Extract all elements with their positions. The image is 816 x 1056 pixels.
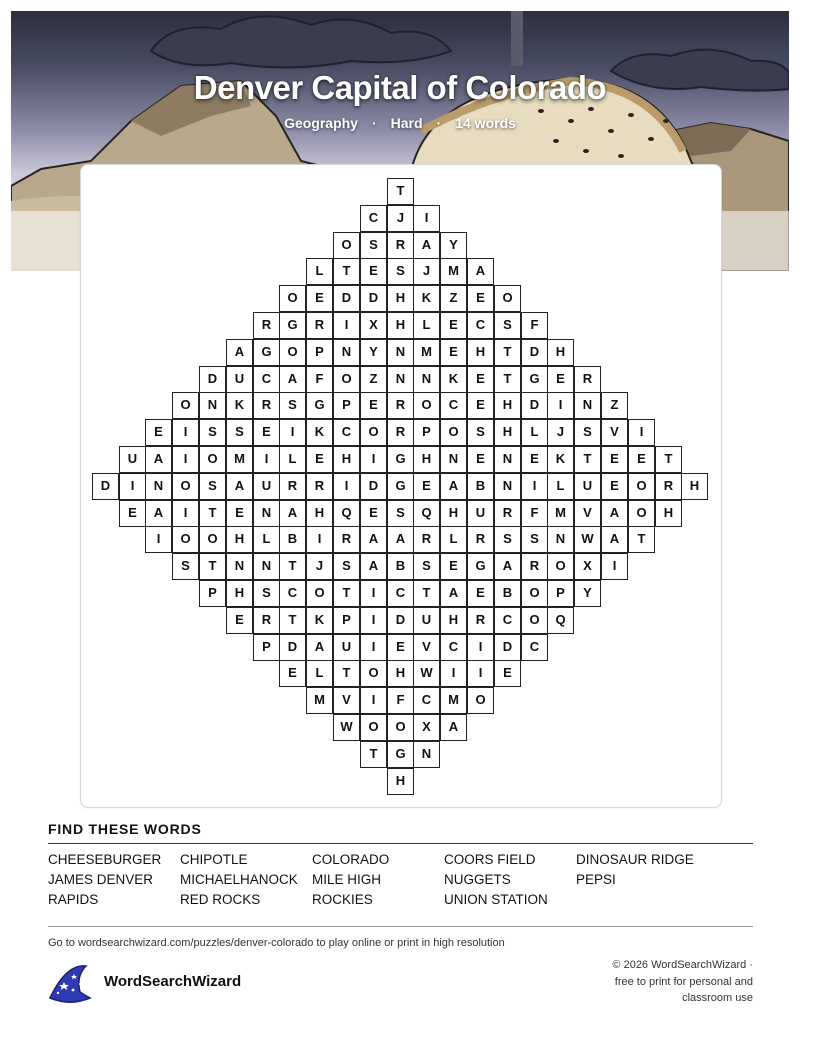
footer-url-text: Go to wordsearchwizard.com/puzzles/denver-colorado to play online or print in high resolution [48, 937, 505, 949]
grid-cell[interactable]: S [413, 553, 440, 580]
grid-cell[interactable]: J [413, 258, 440, 285]
grid-cell[interactable]: G [467, 553, 494, 580]
word-list-item: CHEESEBURGER [48, 852, 162, 867]
grid-cell[interactable]: S [574, 419, 601, 446]
grid-cell[interactable]: E [467, 366, 494, 393]
grid-cell[interactable]: U [574, 473, 601, 500]
grid-cell[interactable]: J [547, 419, 574, 446]
grid-cell[interactable]: P [199, 580, 226, 607]
grid-cell[interactable]: O [279, 285, 306, 312]
grid-cell[interactable]: I [333, 473, 360, 500]
divider [48, 926, 753, 927]
grid-cell[interactable]: A [279, 366, 306, 393]
grid-cell[interactable]: C [467, 312, 494, 339]
grid-cell[interactable]: M [306, 687, 333, 714]
grid-cell[interactable]: U [333, 634, 360, 661]
grid-cell[interactable]: C [279, 580, 306, 607]
grid-cell[interactable]: W [333, 714, 360, 741]
grid-cell[interactable]: O [360, 660, 387, 687]
grid-cell[interactable]: X [413, 714, 440, 741]
grid-cell[interactable]: T [494, 366, 521, 393]
grid-cell[interactable]: S [387, 500, 414, 527]
grid-cell[interactable]: E [360, 500, 387, 527]
grid-cell[interactable]: E [306, 285, 333, 312]
grid-cell[interactable]: G [279, 312, 306, 339]
divider [48, 843, 753, 844]
grid-cell[interactable]: A [467, 258, 494, 285]
grid-cell[interactable]: M [413, 339, 440, 366]
grid-cell[interactable]: V [601, 419, 628, 446]
grid-cell[interactable]: A [226, 473, 253, 500]
grid-cell[interactable]: H [467, 339, 494, 366]
grid-cell[interactable]: O [333, 366, 360, 393]
grid-cell[interactable]: Y [360, 339, 387, 366]
category-label: Geography [284, 115, 358, 131]
grid-cell[interactable]: S [199, 473, 226, 500]
grid-cell[interactable]: T [413, 580, 440, 607]
grid-cell[interactable]: E [521, 446, 548, 473]
wizard-hat-icon [46, 962, 94, 1009]
grid-cell[interactable]: F [521, 312, 548, 339]
grid-cell[interactable]: O [387, 714, 414, 741]
brand-name: WordSearchWizard [104, 973, 242, 990]
grid-cell[interactable]: S [521, 526, 548, 553]
grid-cell[interactable]: H [655, 500, 682, 527]
grid-cell[interactable]: I [521, 473, 548, 500]
grid-cell[interactable]: O [172, 473, 199, 500]
copyright-line: © 2026 WordSearchWizard · [612, 959, 753, 971]
grid-cell[interactable]: A [360, 526, 387, 553]
grid-cell[interactable]: O [628, 473, 655, 500]
grid-cell[interactable]: N [333, 339, 360, 366]
copyright-line: free to print for personal and [614, 975, 753, 988]
grid-cell[interactable]: R [413, 526, 440, 553]
grid-cell[interactable]: A [601, 526, 628, 553]
grid-cell[interactable]: E [467, 392, 494, 419]
grid-cell[interactable]: Q [333, 500, 360, 527]
grid-cell[interactable]: F [306, 366, 333, 393]
grid-cell[interactable]: M [440, 687, 467, 714]
grid-cell[interactable]: F [387, 687, 414, 714]
word-list-item: ROCKIES [312, 892, 373, 907]
grid-cell[interactable]: C [360, 205, 387, 232]
grid-cell[interactable]: U [467, 500, 494, 527]
grid-cell[interactable]: A [279, 500, 306, 527]
grid-cell[interactable]: I [306, 526, 333, 553]
grid-cell[interactable]: K [413, 285, 440, 312]
grid-cell[interactable]: J [306, 553, 333, 580]
grid-cell[interactable]: D [521, 392, 548, 419]
grid-cell[interactable]: O [494, 285, 521, 312]
grid-cell[interactable]: O [199, 446, 226, 473]
grid-cell[interactable]: H [681, 473, 708, 500]
grid-cell[interactable]: N [440, 446, 467, 473]
grid-cell[interactable]: D [387, 607, 414, 634]
grid-cell[interactable]: L [306, 258, 333, 285]
grid-cell[interactable]: E [226, 500, 253, 527]
grid-cell[interactable]: I [119, 473, 146, 500]
grid-cell[interactable]: N [199, 392, 226, 419]
grid-cell[interactable]: H [387, 312, 414, 339]
grid-cell[interactable]: P [413, 419, 440, 446]
grid-cell[interactable]: T [199, 553, 226, 580]
grid-cell[interactable]: S [494, 526, 521, 553]
grid-cell[interactable]: Y [440, 232, 467, 259]
difficulty-label: Hard [390, 115, 423, 131]
grid-cell[interactable]: I [467, 660, 494, 687]
grid-cell[interactable]: E [467, 446, 494, 473]
grid-cell[interactable]: V [574, 500, 601, 527]
grid-cell[interactable]: U [226, 366, 253, 393]
grid-cell[interactable]: R [387, 392, 414, 419]
grid-cell[interactable]: A [306, 634, 333, 661]
grid-cell[interactable]: I [360, 634, 387, 661]
grid-cell[interactable]: T [494, 339, 521, 366]
grid-cell[interactable]: D [360, 473, 387, 500]
grid-cell[interactable]: U [413, 607, 440, 634]
grid-cell[interactable]: E [547, 366, 574, 393]
grid-cell[interactable]: I [360, 580, 387, 607]
grid-cell[interactable]: I [172, 419, 199, 446]
grid-cell[interactable]: E [119, 500, 146, 527]
grid-cell[interactable]: R [253, 312, 280, 339]
grid-cell[interactable]: I [440, 660, 467, 687]
word-list-item: PEPSI [576, 872, 616, 887]
copyright-line: classroom use [682, 992, 753, 1004]
grid-cell[interactable]: I [547, 392, 574, 419]
grid-cell[interactable]: E [360, 392, 387, 419]
grid-cell[interactable]: R [387, 232, 414, 259]
word-count-label: 14 words [455, 115, 516, 131]
grid-cell[interactable]: R [467, 607, 494, 634]
word-list-item: JAMES DENVER [48, 872, 154, 887]
grid-cell[interactable]: T [199, 500, 226, 527]
grid-cell[interactable]: J [387, 205, 414, 232]
grid-cell[interactable]: N [494, 446, 521, 473]
grid-cell[interactable]: I [467, 634, 494, 661]
grid-cell[interactable]: L [306, 660, 333, 687]
grid-cell[interactable]: O [172, 392, 199, 419]
page-title: Denver Capital of Colorado [193, 69, 607, 106]
grid-cell[interactable]: B [467, 473, 494, 500]
grid-cell[interactable]: O [306, 580, 333, 607]
grid-cell[interactable]: N [413, 741, 440, 768]
grid-cell[interactable]: E [601, 446, 628, 473]
word-list-item: CHIPOTLE [180, 852, 248, 867]
grid-cell[interactable]: O [521, 580, 548, 607]
grid-cell[interactable]: T [655, 446, 682, 473]
grid-cell[interactable]: R [279, 473, 306, 500]
grid-cell[interactable]: E [494, 660, 521, 687]
grid-cell[interactable]: E [413, 473, 440, 500]
grid-cell[interactable]: A [440, 580, 467, 607]
grid-cell[interactable]: E [440, 339, 467, 366]
grid-cell[interactable]: C [440, 392, 467, 419]
grid-cell[interactable]: H [494, 392, 521, 419]
grid-cell[interactable]: T [333, 580, 360, 607]
grid-cell[interactable]: T [387, 178, 414, 205]
word-list-item: NUGGETS [444, 872, 511, 887]
grid-cell[interactable]: E [253, 419, 280, 446]
meta-separator: · [436, 115, 442, 131]
grid-cell[interactable]: H [306, 500, 333, 527]
word-list-item: COLORADO [312, 852, 390, 867]
grid-cell[interactable]: A [226, 339, 253, 366]
grid-cell[interactable]: Z [601, 392, 628, 419]
grid-cell[interactable]: H [333, 446, 360, 473]
grid-cell[interactable]: H [226, 526, 253, 553]
grid-cell[interactable]: G [387, 473, 414, 500]
grid-cell[interactable]: O [413, 392, 440, 419]
grid-cell[interactable]: T [333, 258, 360, 285]
grid-cell[interactable]: O [547, 553, 574, 580]
grid-cell[interactable]: W [413, 660, 440, 687]
grid-cell[interactable]: E [306, 446, 333, 473]
grid-cell[interactable]: P [547, 580, 574, 607]
word-list-item: MILE HIGH [312, 872, 382, 887]
grid-cell[interactable]: P [253, 634, 280, 661]
grid-cell[interactable]: D [333, 285, 360, 312]
grid-cell[interactable]: Y [574, 580, 601, 607]
grid-cell[interactable]: I [279, 419, 306, 446]
grid-cell[interactable]: N [494, 473, 521, 500]
grid-cell[interactable]: O [440, 419, 467, 446]
grid-cell[interactable]: M [226, 446, 253, 473]
grid-cell[interactable]: R [387, 419, 414, 446]
grid-cell[interactable]: V [333, 687, 360, 714]
grid-cell[interactable]: C [253, 366, 280, 393]
grid-cell[interactable]: N [574, 392, 601, 419]
grid-cell[interactable]: N [547, 526, 574, 553]
grid-cell[interactable]: R [253, 607, 280, 634]
word-list-item: MICHAELHANOCK [180, 872, 298, 887]
grid-cell[interactable]: E [279, 660, 306, 687]
grid-cell[interactable]: T [279, 553, 306, 580]
grid-cell[interactable]: I [172, 500, 199, 527]
grid-cell[interactable]: X [574, 553, 601, 580]
grid-cell[interactable]: E [467, 580, 494, 607]
grid-cell[interactable]: G [253, 339, 280, 366]
grid-cell[interactable]: A [494, 553, 521, 580]
word-list-heading: FIND THESE WORDS [48, 821, 202, 837]
grid-cell[interactable]: C [440, 634, 467, 661]
grid-cell[interactable]: O [333, 232, 360, 259]
grid-cell[interactable]: D [494, 634, 521, 661]
grid-cell[interactable]: C [413, 687, 440, 714]
grid-cell[interactable]: O [172, 526, 199, 553]
grid-cell[interactable]: C [387, 580, 414, 607]
grid-cell[interactable]: K [306, 607, 333, 634]
word-list-item: UNION STATION [444, 892, 548, 907]
grid-cell[interactable]: E [387, 634, 414, 661]
grid-cell[interactable]: I [413, 205, 440, 232]
grid-cell[interactable]: E [145, 419, 172, 446]
grid-cell[interactable]: N [253, 553, 280, 580]
grid-cell[interactable]: O [279, 339, 306, 366]
grid-cell[interactable]: T [279, 607, 306, 634]
grid-cell[interactable]: H [494, 419, 521, 446]
grid-cell[interactable]: T [574, 446, 601, 473]
grid-cell[interactable]: V [413, 634, 440, 661]
grid-cell[interactable]: H [226, 580, 253, 607]
grid-cell[interactable]: Z [440, 285, 467, 312]
grid-cell[interactable]: R [521, 553, 548, 580]
grid-cell[interactable]: H [440, 607, 467, 634]
grid-cell[interactable]: E [440, 553, 467, 580]
grid-cell[interactable]: L [253, 526, 280, 553]
grid-cell[interactable]: R [574, 366, 601, 393]
grid-cell[interactable]: E [226, 607, 253, 634]
grid-cell[interactable]: S [172, 553, 199, 580]
grid-cell[interactable]: I [333, 312, 360, 339]
grid-cell[interactable]: N [145, 473, 172, 500]
grid-cell[interactable]: O [467, 687, 494, 714]
grid-cell[interactable]: G [306, 392, 333, 419]
grid-cell[interactable]: U [119, 446, 146, 473]
grid-cell[interactable]: R [306, 312, 333, 339]
grid-cell[interactable]: S [253, 580, 280, 607]
grid-cell[interactable]: H [440, 500, 467, 527]
grid-cell[interactable]: Q [413, 500, 440, 527]
grid-cell[interactable]: E [467, 285, 494, 312]
grid-cell[interactable]: I [253, 446, 280, 473]
grid-cell[interactable]: R [494, 500, 521, 527]
grid-cell[interactable]: P [333, 607, 360, 634]
grid-cell[interactable]: T [333, 660, 360, 687]
grid-cell[interactable]: G [387, 741, 414, 768]
grid-cell[interactable]: I [360, 687, 387, 714]
meta-separator: · [371, 115, 377, 131]
grid-cell[interactable]: N [387, 366, 414, 393]
grid-cell[interactable]: E [628, 446, 655, 473]
grid-cell[interactable]: L [547, 473, 574, 500]
grid-cell[interactable]: F [521, 500, 548, 527]
grid-cell[interactable]: R [655, 473, 682, 500]
grid-cell[interactable]: H [387, 768, 414, 795]
grid-cell[interactable]: D [521, 339, 548, 366]
grid-cell[interactable]: G [387, 446, 414, 473]
grid-cell[interactable]: I [601, 553, 628, 580]
grid-cell[interactable]: S [467, 419, 494, 446]
grid-cell[interactable]: M [440, 258, 467, 285]
grid-cell[interactable]: H [547, 339, 574, 366]
grid-cell[interactable]: S [279, 392, 306, 419]
copyright-notice [553, 957, 753, 1007]
grid-cell[interactable]: B [387, 553, 414, 580]
grid-cell[interactable]: M [547, 500, 574, 527]
grid-cell[interactable]: A [387, 526, 414, 553]
word-list-item: RED ROCKS [180, 892, 261, 907]
grid-cell[interactable]: L [521, 419, 548, 446]
grid-cell[interactable]: P [306, 339, 333, 366]
grid-cell[interactable]: I [628, 419, 655, 446]
grid-cell[interactable]: A [601, 500, 628, 527]
grid-cell[interactable]: O [360, 714, 387, 741]
grid-cell[interactable]: N [413, 366, 440, 393]
grid-cell[interactable]: R [333, 526, 360, 553]
word-list-item: RAPIDS [48, 892, 99, 907]
grid-cell[interactable]: A [413, 232, 440, 259]
grid-cell[interactable]: L [279, 446, 306, 473]
grid-cell[interactable]: A [145, 500, 172, 527]
grid-cell[interactable]: A [440, 473, 467, 500]
grid-cell[interactable]: D [199, 366, 226, 393]
grid-cell[interactable]: I [145, 526, 172, 553]
grid-cell[interactable]: R [306, 473, 333, 500]
grid-cell[interactable]: D [360, 285, 387, 312]
grid-cell[interactable]: P [333, 392, 360, 419]
grid-cell[interactable]: U [253, 473, 280, 500]
grid-cell[interactable]: N [387, 339, 414, 366]
grid-cell[interactable]: H [413, 446, 440, 473]
grid-cell[interactable]: K [440, 366, 467, 393]
grid-cell[interactable]: T [360, 741, 387, 768]
grid-cell[interactable]: C [494, 607, 521, 634]
grid-cell[interactable]: E [360, 258, 387, 285]
grid-cell[interactable]: S [360, 232, 387, 259]
grid-cell[interactable]: S [494, 312, 521, 339]
grid-cell[interactable]: E [601, 473, 628, 500]
grid-cell[interactable]: B [494, 580, 521, 607]
grid-cell[interactable]: G [521, 366, 548, 393]
grid-cell[interactable]: S [387, 258, 414, 285]
grid-cell[interactable]: O [521, 607, 548, 634]
grid-cell[interactable]: S [333, 553, 360, 580]
grid-cell[interactable]: W [574, 526, 601, 553]
grid-cell[interactable]: X [360, 312, 387, 339]
grid-cell[interactable]: I [360, 446, 387, 473]
grid-cell[interactable]: O [199, 526, 226, 553]
grid-cell[interactable]: S [226, 419, 253, 446]
grid-cell[interactable]: D [92, 473, 119, 500]
grid-cell[interactable]: K [226, 392, 253, 419]
grid-cell[interactable]: K [547, 446, 574, 473]
grid-cell[interactable]: A [145, 446, 172, 473]
grid-cell[interactable]: I [360, 607, 387, 634]
word-list-item: DINOSAUR RIDGE [576, 852, 694, 867]
grid-cell[interactable]: H [387, 660, 414, 687]
grid-cell[interactable]: A [360, 553, 387, 580]
grid-cell[interactable]: S [199, 419, 226, 446]
word-list-item: COORS FIELD [444, 852, 536, 867]
grid-cell[interactable]: A [440, 714, 467, 741]
grid-cell[interactable]: E [440, 312, 467, 339]
grid-cell[interactable]: D [279, 634, 306, 661]
grid-cell[interactable]: R [467, 526, 494, 553]
puzzle-meta [11, 115, 789, 131]
grid-cell[interactable]: T [628, 526, 655, 553]
grid-cell[interactable]: N [226, 553, 253, 580]
grid-cell[interactable]: Z [360, 366, 387, 393]
grid-cell[interactable]: R [253, 392, 280, 419]
grid-cell[interactable]: O [628, 500, 655, 527]
grid-cell[interactable]: B [279, 526, 306, 553]
grid-cell[interactable]: K [306, 419, 333, 446]
grid-cell[interactable]: N [253, 500, 280, 527]
grid-cell[interactable]: L [440, 526, 467, 553]
grid-cell[interactable]: L [413, 312, 440, 339]
grid-cell[interactable]: O [360, 419, 387, 446]
grid-cell[interactable]: C [521, 634, 548, 661]
grid-cell[interactable]: C [333, 419, 360, 446]
grid-cell[interactable]: I [172, 446, 199, 473]
grid-cell[interactable]: H [387, 285, 414, 312]
grid-cell[interactable]: Q [547, 607, 574, 634]
